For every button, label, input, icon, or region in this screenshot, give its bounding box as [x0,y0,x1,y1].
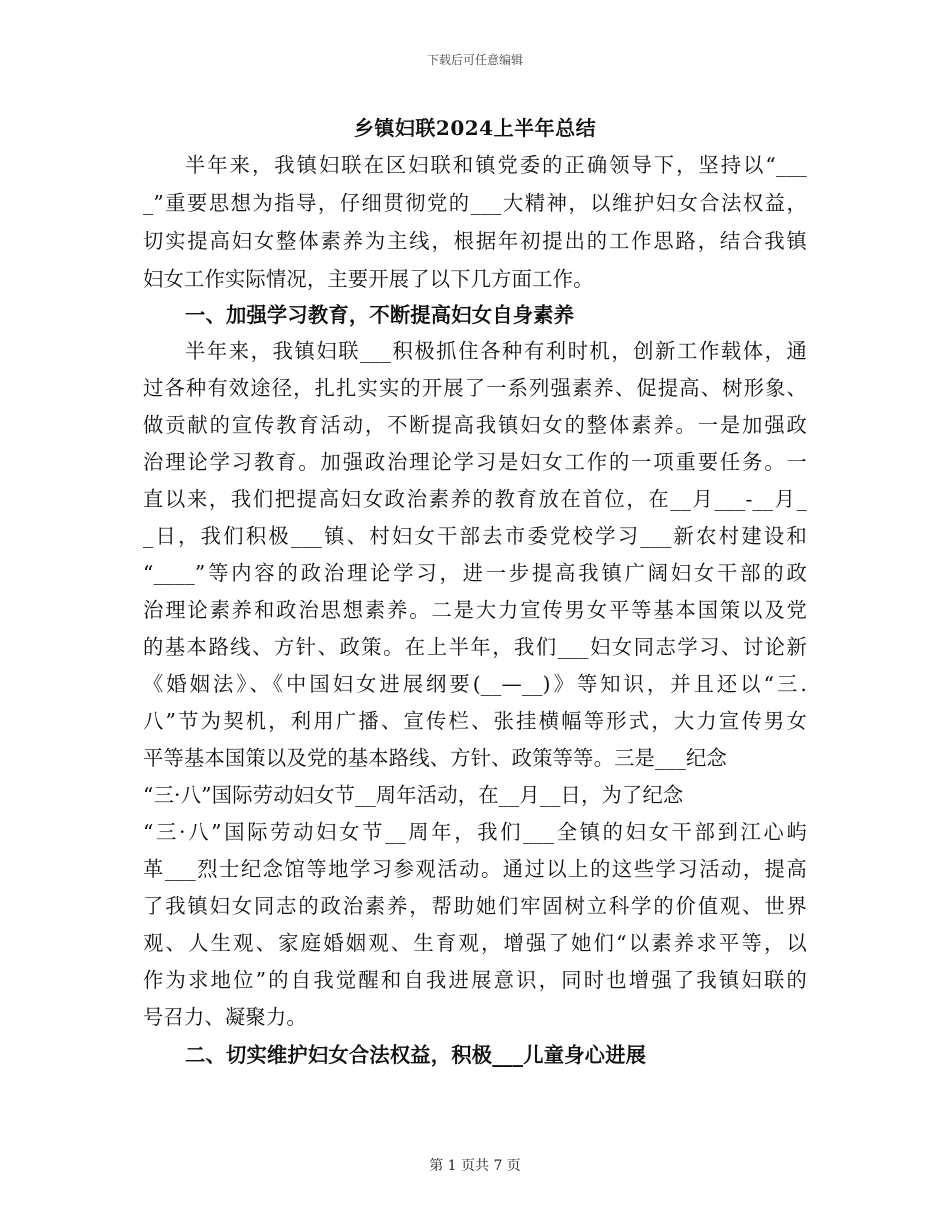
body-line: 的基本路线、方针、政策。在上半年，我们___妇女同志学习、讨论新 [143,635,807,659]
body-line: 直以来，我们把提高妇女政治素养的教育放在首位，在__月___-__月_ [143,487,807,511]
section-heading-1: 一、加强学习教育，不断提高妇女自身素养 [185,303,575,327]
body-line: “三·八”国际劳动妇女节__周年，我们___全镇的妇女干部到江心屿 [143,820,807,844]
body-line: 半年来，我镇妇联___积极抓住各种有利时机，创新工作载体，通 [185,339,807,363]
body-line: 作为求地位”的自我觉醒和自我进展意识，同时也增强了我镇妇联的 [143,968,807,992]
body-line: 妇女工作实际情况，主要开展了以下几方面工作。 [143,267,594,291]
body-line: 《婚姻法》、《中国妇女进展纲要(__—__)》等知识，并且还以“三. [143,672,807,696]
body-line: _日，我们积极___镇、村妇女干部去市委党校学习___新农村建设和 [143,524,807,548]
body-line: 治理论素养和政治思想素养。二是大力宣传男女平等基本国策以及党 [143,598,807,622]
body-line: 做贡献的宣传教育活动，不断提高我镇妇女的整体素养。一是加强政 [143,413,807,437]
body-line: “三·八”国际劳动妇女节__周年活动，在__月__日，为了纪念 [143,783,684,807]
body-line: 治理论学习教育。加强政治理论学习是妇女工作的一项重要任务。一 [143,450,807,474]
body-line: 革___烈士纪念馆等地学习参观活动。通过以上的这些学习活动，提高 [143,857,807,881]
body-line: 观、人生观、家庭婚姻观、生育观，增强了她们“以素养求平等，以 [143,931,807,955]
page-header: 下载后可任意编辑 [426,53,523,67]
body-line: 切实提高妇女整体素养为主线，根据年初提出的工作思路，结合我镇 [143,229,807,253]
document-title: 乡镇妇联2024上半年总结 [353,116,597,140]
body-line: _”重要思想为指导，仔细贯彻党的___大精神，以维护妇女合法权益， [143,191,807,215]
body-line: 号召力、凝聚力。 [143,1005,307,1029]
body-line: 过各种有效途径，扎扎实实的开展了一系列强素养、促提高、树形象、 [143,376,807,400]
body-line: 了我镇妇女同志的政治素养，帮助她们牢固树立科学的价值观、世界 [143,894,807,918]
body-line: “____”等内容的政治理论学习，进一步提高我镇广阔妇女干部的政 [143,561,807,585]
page-number: 第 1 页共 7 页 [429,1158,521,1174]
section-heading-2: 二、切实维护妇女合法权益，积极___儿童身心进展 [185,1043,647,1067]
body-line: 平等基本国策以及党的基本路线、方针、政策等等。三是___纪念 [143,746,728,770]
body-line: 半年来，我镇妇联在区妇联和镇党委的正确领导下，坚持以“___ [185,153,807,177]
body-line: 八”节为契机，利用广播、宣传栏、张挂横幅等形式，大力宣传男女 [143,709,807,733]
